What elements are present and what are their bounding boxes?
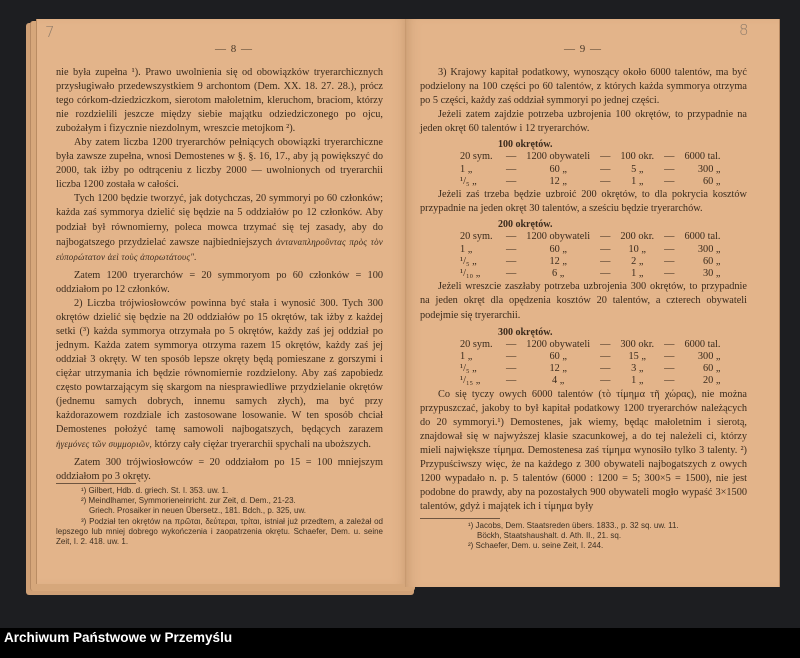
table-row: ¹/₅ „ — 12 „ — 2 „ — 60 „: [460, 255, 721, 267]
greek-quote: ἀνταναπληροῦντας πρὸς τὸν εὐπορώτατον ἀεὶ τοὺς ἀπορωτάτους".: [56, 236, 383, 262]
footnote-continuation: Böckh, Staatshaushalt. d. Ath. II., 21. sq.: [477, 531, 622, 541]
table-300-ships: [460, 339, 725, 388]
page-number: — 8 —: [215, 43, 253, 55]
greek-phrase: ἡγεμόνες τῶν συμμοριῶν,: [56, 439, 152, 450]
paragraph: Jeżeli zatem zajdzie potrzeba uzbrojenia 100 okrętów, to przypadnie na jeden okręt 60 talentów i 12 tryerarchów.: [420, 109, 747, 135]
table-100-ships: [460, 151, 725, 188]
page-number: — 9 —: [564, 43, 602, 55]
footnote: ²) Meindlhamer, Symmorieneinricht. zur Zeit, d. Dem., 21-23.: [81, 496, 296, 506]
paragraph: Co się tyczy owych 6000 talentów (τὸ τίμημα τῆ χώρας), nie można przypuszczać, jakoby to był kapitał podatkowy 1200 tryerarchów należących do 20 symmoryi.¹) Demostenes, jak wiemy, będąc małoletnim i sierotą, znajdował się w najwyższej klasie szacunkowej, a do tej należeli ci, którzy mieli największe τίμημα. Demostenesa zaś τίμημα wynosiło tylko 3 talenty. ²) Przypuściwszy więc, że na każdego z 300 obywateli najbogatszych z owych 1200 wypadało n. p. 5 talentów (6000 : 1200 = 5; 300×5 = 1500), nie jest podobne do prawdy, aby na pozostałych 900 obywateli mogło wypaść 3×1500 talentów, gdyż i majątek ich i τίμημα były: [420, 388, 747, 513]
paragraph: nie była zupełna ¹). Prawo uwolnienia się od obowiązków tryerarchicznych przysługiwało przedewszystkiem 9 archontom (Dem. XX. 18. 27. 28.), prócz tego córkom-dziedziczkom, sierotom małoletnim, kleruchom, braciom, którzy nie rozdzielili jeszcze między siebie majątku odziedziczonego po ojcu, zubożałym i fizycznie niezdolnym, wreszcie metojkom ²).: [56, 67, 383, 135]
table-title: 300 okrętów.: [498, 326, 553, 338]
footnote-continuation: Griech. Prosaiker in neuen Übersetz., 181. Bdch., p. 325, uw.: [89, 506, 307, 516]
table-row: 1 „ — 60 „ — 5 „ — 300 „: [460, 163, 721, 175]
handwritten-folio-number: 7: [45, 23, 55, 41]
paragraph: Zatem 1200 tryerarchów = 20 symmoryom po 60 członków = 100 oddziałom po 12 członków.: [56, 269, 383, 295]
footnote-rule: [420, 518, 500, 519]
paragraph: 3) Krajowy kapitał podatkowy, wynoszący około 6000 talentów, ma być podzielony na 100 części po 60 talentów, z których każda symmorya otrzyma po 5 części, każdy zaś oddział symmoryi po jednej części.: [420, 67, 747, 107]
handwritten-folio-number: 8: [739, 21, 749, 39]
table-title: 200 okrętów.: [498, 219, 553, 231]
footnote: ²) Schaefer, Dem. u. seine Zeit, I. 244.: [468, 541, 604, 551]
right-page: [406, 19, 780, 587]
right-footnotes: [420, 521, 747, 552]
footnote: ¹) Gilbert, Hdb. d. griech. St. I. 353. uw. 1.: [81, 486, 229, 495]
paragraph: 2) Liczba trójwiosłowców powinna być stała i wynosić 300. Tych 300 okrętów dzielić się będzie na 20 oddziałów po 15 okrętów, tak iżby z każdej setki (³) każda symmorya otrzymała po 5 okrętów, każdy zaś jej oddział po jednym. Każda zatem symmorya otrzyma razem 15 okrętów, każdy zaś jej oddział 3 okręty. W ten sposób lepsze okręty będą pomieszane z gorszymi i ciężar utrzymania ich będzie równomiernie rozdzielony. Aby zaś zapobiedz często powtarzającym się skargom na niesprawiedliwe przydzielanie okrętów (jednemu samych dobrych, innemu samych złych), ma być przy każdorazowem rozdziale ich zastosowane losowanie. W ten sposób chciał Demostenes położyć tamę samowoli najbogatszych, będących zarazem ἡγεμόνες τῶν συμμοριῶν, którzy cały ciężar tryerarchii spychali na uboższych.: [56, 297, 383, 451]
left-footnotes: [56, 486, 383, 547]
table-row: 20 sym. — 1200 obywateli — 200 okr. — 6000 tal.: [460, 231, 721, 243]
table-row: 20 sym. — 1200 obywateli — 300 okr. — 6000 tal.: [460, 338, 721, 350]
footnote-rule: [56, 483, 136, 484]
table-row: 20 sym. — 1200 obywateli — 100 okr. — 6000 tal.: [460, 151, 721, 163]
left-page: [36, 19, 407, 584]
table-200-ships: [460, 231, 725, 280]
table-row: ¹/₅ „ — 12 „ — 1 „ — 60 „: [460, 175, 721, 187]
paragraph: Jeżeli zaś trzeba będzie uzbroić 200 okrętów, to dla pokrycia kosztów przypadnie na jeden okręt 30 talentów, a sześciu będzie tryerarchów.: [420, 189, 747, 215]
paragraph: Aby zatem liczba 1200 tryerarchów pełniących obowiązki tryerarchiczne była zawsze zupełna, wnosi Demostenes w §. §. 16, 17., aby ją powiększyć do 2000, tak iżby po odtrąceniu z liczby 2000 — uwolnionych od tryerarchii liczba 1200 została w całości.: [56, 137, 383, 191]
right-page-body: [420, 66, 747, 514]
table-row: ¹/₅ „ — 12 „ — 3 „ — 60 „: [460, 363, 721, 375]
archive-footer-bar: [0, 628, 800, 658]
table-row: 1 „ — 60 „ — 10 „ — 300 „: [460, 243, 721, 255]
paragraph: Tych 1200 będzie tworzyć, jak dotychczas, 20 symmoryi po 60 członków; każda zaś symmorya dzielić się będzie na 5 oddziałów po 12 członków. Aby podział był równomierny, poleca mowca trzymać się tej zasady, aby do najbogatszego przydzielać zawsze najbiedniejszych ἀνταναπληροῦντας πρὸς τὸν εὐπορώτατον ἀεὶ τοὺς ἀπορωτάτους".: [56, 193, 383, 262]
table-row: ¹/₁₀ „ — 6 „ — 1 „ — 30 „: [460, 268, 721, 280]
table-row: ¹/₁₅ „ — 4 „ — 1 „ — 20 „: [460, 375, 721, 387]
left-page-body: [56, 66, 383, 484]
archive-name: Archiwum Państwowe w Przemyślu: [4, 630, 233, 645]
footnote: ³) Podział ten okrętów na πρῶται, δεύτεραι, τρίται, istniał już przedtem, a zależał od lepszego lub mniej dobrego wykończenia i zaopatrzenia okrętu. Schaefer, Dem. u. seine Zeit, I. 2. 418. uw. 1.: [56, 516, 383, 547]
paragraph: Zatem 300 trójwiosłowców = 20 oddziałom po 15 = 100 mniejszym oddziałom po 3 okręty.: [56, 457, 383, 483]
table-row: 1 „ — 60 „ — 15 „ — 300 „: [460, 350, 721, 362]
footnote: ¹) Jacobs, Dem. Staatsreden übers. 1833., p. 32 sq. uw. 11.: [468, 521, 679, 530]
table-title: 100 okrętów.: [498, 139, 553, 151]
paragraph: Jeżeli wreszcie zaszłaby potrzeba uzbrojenia 300 okrętów, to przypadnie na jeden okręt dla opędzenia kosztów 20 talentów, a czterech obywateli podejmie się tryerarchii.: [420, 281, 747, 321]
